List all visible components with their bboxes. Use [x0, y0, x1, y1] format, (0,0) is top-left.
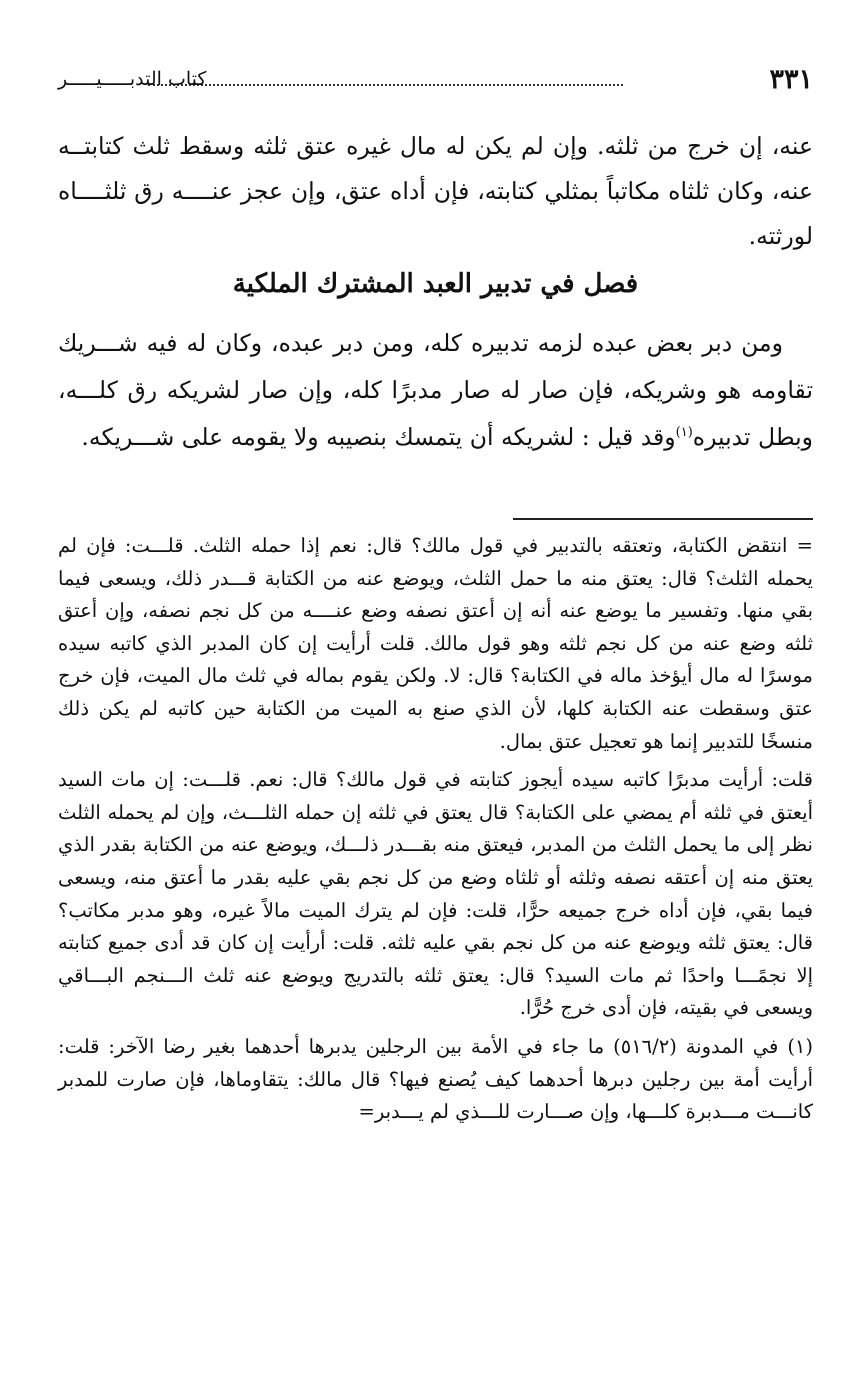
footnotes-area	[58, 530, 813, 1135]
footnote-continuation-2: قلت: أرأيت مدبرًا كاتبه سيده أيجوز كتابته في قول مالك؟ قال: نعم. قلـــت: إن مات السيد أيعتق في ثلثه أم يمضي على الكتابة؟ قال يعتق في ثلثه إن حمله الثلـــث، وإن لم يحمله الثلث نظر إلى ما يحمل الثلث من المدبر، فيعتق منه بقـــدر ذلـــك، ويوضع عنه من الكتابة بقدر الذي يعتق منه إن أعتقه نصفه وثلثه أو ثلثاه وضع من كل نجم بقي عليه بقدر ما أعتق منه، ويسعى فيما بقي، فإن أداه خرج جميعه حرًّا، قلت: فإن لم يترك الميت مالاً غيره، وهو مدبر مكاتب؟ قال: يعتق ثلثه ويوضع عنه من كل نجم بقي عليه ثلثه. قلت: أرأيت إن كان قد أدى جميع كتابته إلا نجمًـــا واحدًا ثم مات السيد؟ قال: يعتق ثلثه بالتدريج ويوضع عنه ثلث الـــنجم البـــاقي ويسعى في بقيته، فإن أدى خرج حُرًّا.	[58, 768, 813, 1020]
header-leader-dots	[148, 84, 623, 86]
book-page	[58, 0, 813, 1375]
footnote-1	[58, 1031, 813, 1129]
section-text-after-note: وقد قيل : لشريكه أن يتمسك بنصيبه ولا يقومه على شـــريكه.	[81, 423, 676, 451]
page-number: ٣٣١	[769, 64, 813, 95]
footnote-1-text: في المدونة (٥١٦/٢) ما جاء في الأمة بين الرجلين يدبرها أحدهما بغير رضا الآخر: قلت: أرأيت أمة بين رجلين دبرها أحدهما كيف يُصنع فيها؟ قال مالك: يتقاوماها، فإن صارت للمدبر كانـــت مـــدبرة كلـــها، وإن صـــارت للـــذي لم يـــدبر=	[58, 1034, 813, 1124]
main-text-block	[58, 124, 813, 259]
running-title: كتاب التدبـــــيـــــر	[58, 68, 207, 90]
footnote-separator-rule	[513, 518, 813, 520]
section-text-before-note: ومن دبر بعض عبده لزمه تدبيره كله، ومن دبر عبده، وكان له فيه شـــريك تقاومه هو وشريكه، فإن صار له صار مدبرًا كله، وإن صار لشريكه رق كلـــه، وبطل تدبيره	[58, 329, 813, 451]
main-paragraph: عنه، إن خرج من ثلثه. وإن لم يكن له مال غيره عتق ثلثه وسقط ثلث كتابتــه عنه، وكان ثلثاه مكاتباً بمثلي كتابته، فإن أداه عتق، وإن عجز عنــــه رق ثلثــــاه لورثته.	[58, 132, 813, 250]
footnote-reference-marker[interactable]: (١)	[675, 425, 693, 441]
footnote-continuation-1: = انتقض الكتابة، وتعتقه بالتدبير في قول مالك؟ قال: نعم إذا حمله الثلث. قلـــت: فإن لم يحمله الثلث؟ قال: يعتق منه ما حمل الثلث، ويوضع عنه من الكتابة قـــدر ذلك، ويسعى فيما بقي منها. وتفسير ما يوضع عنه أنه إن أعتق نصفه وضع عنــــه من كل نجم نصفه، وإن أعتق ثلثه وضع عنه من كل نجم ثلثه وهو قول مالك. قلت أرأيت إن كان المدبر الذي كاتبه سيده موسرًا له مال أيؤخذ ماله في الكتابة؟ قال: لا. ولكن يقوم بماله في ثلث مال الميت، فإن خرج عتق وسقطت عنه الكتابة كلها، لأن الذي صنع به الميت من الكتابة حين كاتبه لم يكن ذلك منسخًا للتدبير إنما هو تعجيل عتق بمال.	[58, 534, 813, 753]
section-body	[58, 320, 813, 461]
running-header	[58, 60, 813, 100]
footnote-1-marker: (١)	[787, 1034, 814, 1058]
section-paragraph	[58, 320, 813, 461]
section-title: فصل في تدبير العبد المشترك الملكية	[232, 269, 639, 299]
